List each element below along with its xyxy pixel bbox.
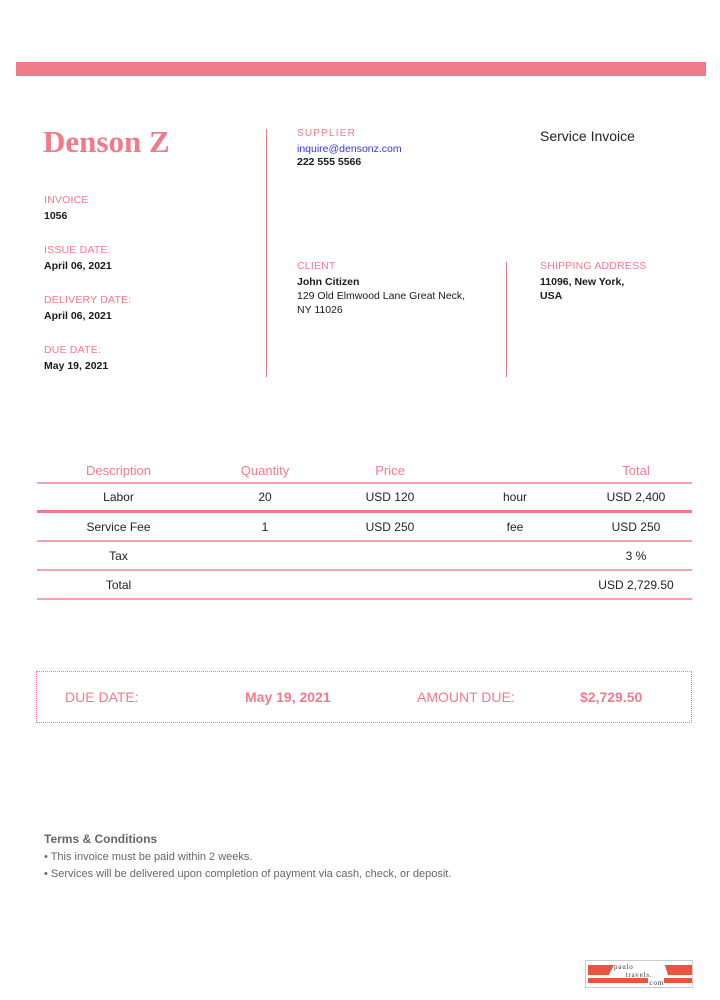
cell-description: Tax [109, 548, 128, 563]
document-type: Service Invoice [540, 128, 635, 144]
header-quantity: Quantity [240, 463, 290, 478]
terms-line: • This invoice must be paid within 2 weeks. [44, 851, 253, 863]
cell-price: USD 120 [365, 490, 415, 504]
table-row [37, 542, 692, 571]
amount-due-summary [36, 671, 692, 723]
shipping-line1: 11096, New York, [540, 276, 625, 288]
header-total: Total [622, 463, 650, 478]
delivery-date-field [44, 294, 244, 344]
logo-text-line: com [649, 979, 664, 987]
invoice-number-label: INVOICE [44, 194, 89, 206]
terms-line: • Services will be delivered upon completion of payment via cash, check, or deposit. [44, 868, 452, 880]
issue-date-field [44, 244, 244, 294]
cell-quantity: 1 [261, 519, 269, 534]
company-name: Denson Z [43, 124, 170, 159]
due-date-field [44, 344, 244, 394]
shipping-line2: USA [540, 290, 563, 302]
column-divider [266, 129, 267, 377]
logo-text-line: paulo [614, 963, 634, 971]
summary-due-date-label: DUE DATE: [65, 689, 139, 705]
invoice-details [44, 194, 244, 394]
logo-stripe [588, 965, 614, 975]
client-label: CLIENT [297, 260, 336, 272]
line-items-table [37, 459, 692, 600]
summary-due-date: May 19, 2021 [245, 689, 331, 705]
supplier-label: SUPPLIER [297, 128, 357, 139]
header-price: Price [375, 463, 405, 478]
client-block [297, 260, 497, 317]
delivery-date: April 06, 2021 [44, 310, 112, 322]
due-date: May 19, 2021 [44, 360, 109, 372]
logo-text [614, 963, 664, 987]
table-row [37, 484, 692, 513]
column-divider [506, 262, 507, 377]
issue-date-label: ISSUE DATE: [44, 244, 111, 256]
summary-amount-due: $2,729.50 [580, 689, 643, 705]
cell-unit: fee [506, 519, 524, 534]
cell-description: Total [105, 577, 132, 592]
logo-text-line: travels. [625, 971, 653, 979]
table-header-row [37, 459, 692, 484]
cell-unit: hour [502, 490, 528, 504]
cell-description: Labor [103, 490, 134, 504]
cell-total: USD 2,400 [606, 490, 666, 504]
summary-amount-due-label: AMOUNT DUE: [417, 689, 515, 705]
supplier-phone: 222 555 5566 [297, 156, 362, 168]
header-accent-bar [16, 62, 706, 76]
shipping-label: SHIPPING ADDRESS [540, 260, 647, 272]
cell-price: USD 250 [365, 519, 415, 534]
cell-quantity: 20 [258, 490, 272, 504]
invoice-number: 1056 [44, 210, 68, 222]
header-description: Description [85, 463, 152, 478]
due-date-label: DUE DATE: [44, 344, 102, 356]
invoice-number-field [44, 194, 244, 244]
supplier-email-link[interactable]: inquire@densonz.com [297, 143, 402, 155]
client-name: John Citizen [297, 276, 360, 288]
terms-title: Terms & Conditions [44, 832, 158, 846]
cell-total: USD 2,729.50 [598, 577, 674, 592]
delivery-date-label: DELIVERY DATE: [44, 294, 132, 306]
cell-description: Service Fee [86, 519, 151, 534]
client-address-line1: 129 Old Elmwood Lane Great Neck, [297, 290, 466, 302]
table-row [37, 513, 692, 542]
table-row [37, 571, 692, 600]
watermark-logo [585, 960, 693, 988]
supplier-block [297, 128, 402, 168]
terms-and-conditions [44, 832, 451, 883]
logo-stripe [660, 965, 692, 975]
issue-date: April 06, 2021 [44, 260, 112, 272]
logo-stripe [664, 978, 692, 983]
cell-total: USD 250 [611, 519, 661, 534]
client-address-line2: NY 11026 [297, 304, 343, 316]
cell-total: 3 % [625, 548, 647, 563]
shipping-block [540, 260, 700, 303]
